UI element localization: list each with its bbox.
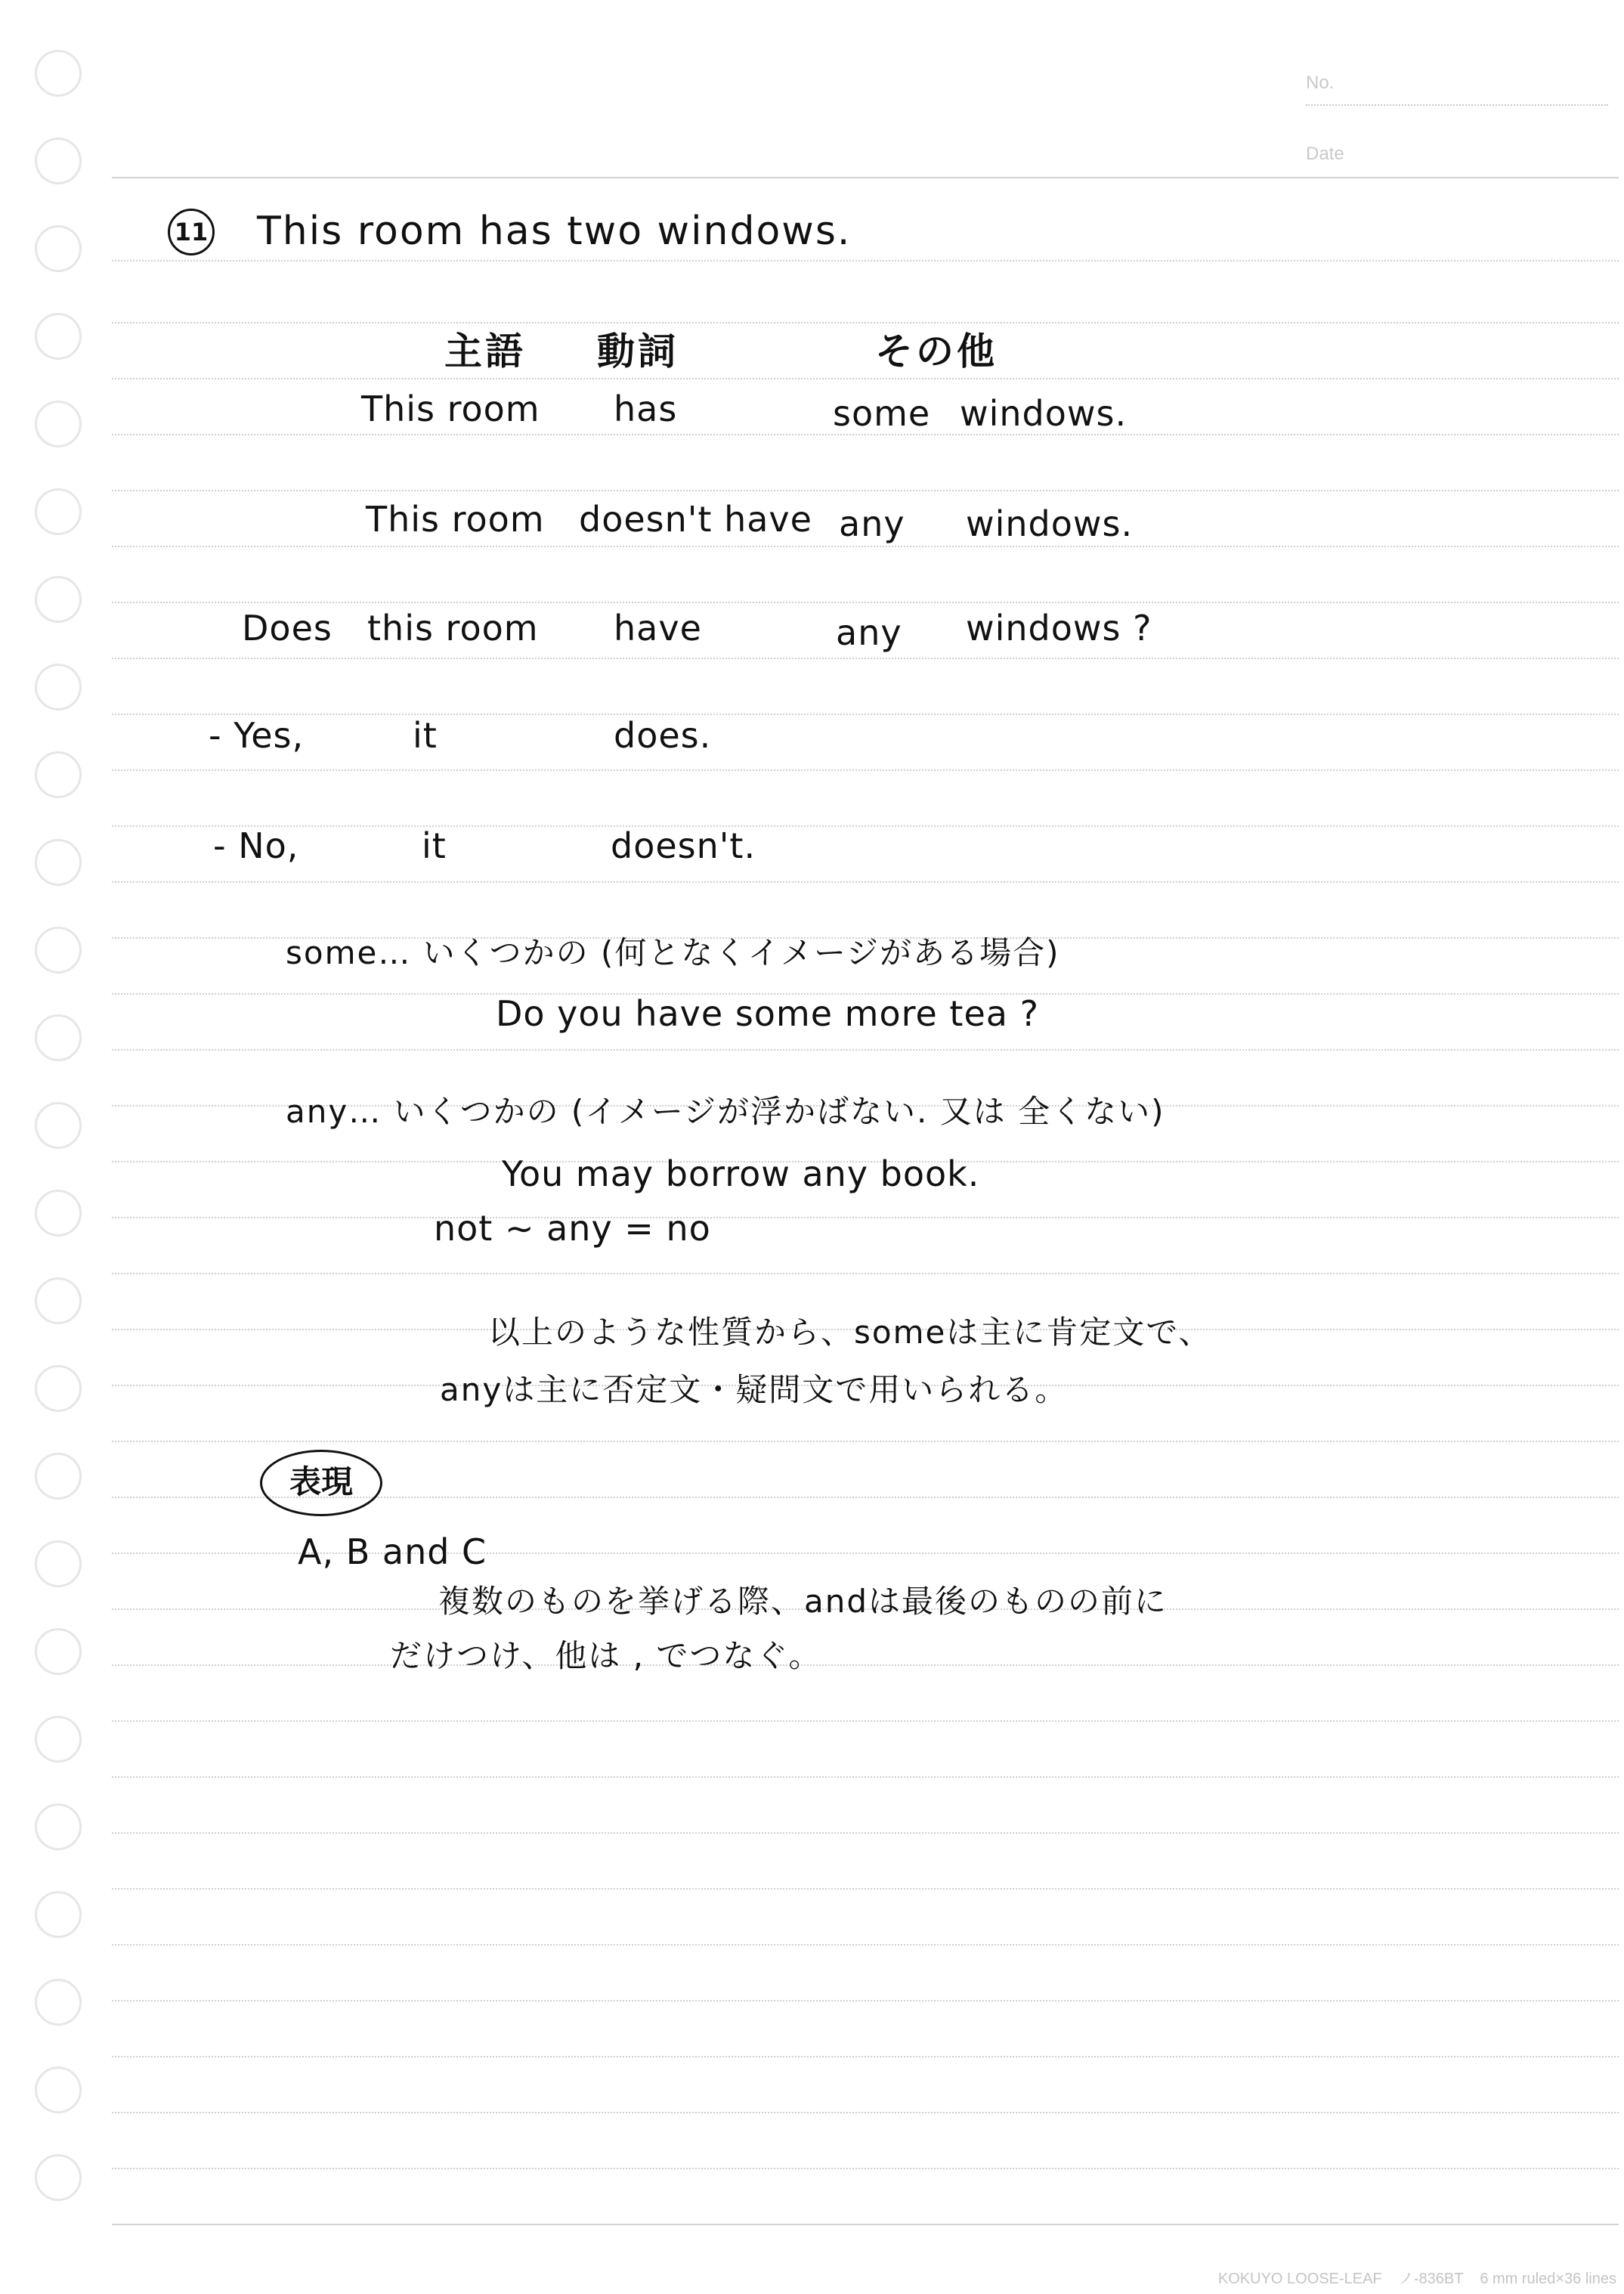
- footer-product-code: ノ-836BT: [1398, 2271, 1464, 2287]
- problem-number-badge: 11: [168, 209, 215, 255]
- ruled-line: [112, 1217, 1619, 1218]
- binder-hole-icon: [35, 576, 82, 623]
- binder-hole-icon: [35, 1716, 82, 1763]
- binder-hole-icon: [35, 50, 82, 97]
- date-label: Date: [1306, 144, 1344, 164]
- ruled-line: [112, 2112, 1619, 2113]
- title-sentence: This room has two windows.: [257, 209, 852, 254]
- answer-yes-lead: - Yes,: [209, 715, 305, 756]
- binder-hole-icon: [35, 2066, 82, 2113]
- note-any-example: You may borrow any book.: [502, 1153, 980, 1194]
- row3-aux: Does: [242, 608, 333, 649]
- binder-hole-icon: [35, 401, 82, 447]
- ruled-line: [112, 2056, 1619, 2057]
- binder-hole-icon: [35, 839, 82, 886]
- binder-hole-icon: [35, 1014, 82, 1061]
- ruled-line: [112, 546, 1619, 547]
- footer-brand-name: KOKUYO LOOSE-LEAF: [1217, 2271, 1382, 2287]
- ruled-line-top: [112, 177, 1619, 178]
- ruled-line: [112, 1664, 1619, 1666]
- ruled-line: [112, 1441, 1619, 1442]
- binder-hole-icon: [35, 664, 82, 710]
- footer-spec: 6 mm ruled×36 lines: [1480, 2271, 1616, 2287]
- ruled-line: [112, 1888, 1619, 1890]
- row1-subject: This room: [361, 389, 540, 429]
- expression-tag: 表現: [260, 1450, 382, 1516]
- note-summary-2: anyは主に否定文・疑問文で用いられる。: [440, 1371, 1069, 1408]
- ruled-line: [112, 260, 1619, 262]
- answer-no-subject: it: [422, 825, 447, 866]
- binder-hole-icon: [35, 1277, 82, 1324]
- binder-hole-icon: [35, 927, 82, 974]
- header-verb: 動詞: [597, 330, 679, 373]
- expression-pattern: A, B and C: [298, 1531, 487, 1572]
- binder-hole-icon: [35, 2154, 82, 2201]
- binder-hole-icon: [35, 1979, 82, 2026]
- row3-quantifier: any: [836, 612, 902, 653]
- answer-no-verb: doesn't.: [611, 825, 756, 866]
- ruled-line: [112, 1944, 1619, 1946]
- ruled-line: [112, 881, 1619, 883]
- header-other: その他: [875, 330, 998, 373]
- ruled-line: [112, 602, 1619, 603]
- binder-hole-icon: [35, 313, 82, 360]
- answer-no-lead: - No,: [213, 825, 299, 866]
- note-any: any… いくつかの (イメージが浮かばない. 又は 全くない): [286, 1093, 1165, 1130]
- binder-hole-icon: [35, 225, 82, 272]
- row3-object: windows ?: [966, 608, 1152, 649]
- note-summary-1: 以上のような性質から、someは主に肯定文で、: [488, 1314, 1212, 1351]
- ruled-line: [112, 825, 1619, 827]
- ruled-line: [112, 769, 1619, 771]
- binder-hole-icon: [35, 1540, 82, 1587]
- ruled-line: [112, 1720, 1619, 1722]
- row1-quantifier: some: [833, 393, 931, 434]
- ruled-line: [112, 1049, 1619, 1051]
- binder-hole-icon: [35, 1891, 82, 1938]
- binder-hole-icon: [35, 1190, 82, 1237]
- ruled-line: [112, 714, 1619, 715]
- header-subject: 主語: [444, 330, 526, 373]
- ruled-line: [112, 1776, 1619, 1778]
- binder-hole-icon: [35, 1102, 82, 1149]
- expression-desc-1: 複数のものを挙げる際、andは最後のものの前に: [438, 1583, 1168, 1620]
- row2-verb: doesn't have: [579, 499, 812, 540]
- row1-object: windows.: [960, 393, 1128, 434]
- ruled-line: [112, 322, 1619, 324]
- row2-object: windows.: [966, 503, 1134, 544]
- row1-verb: has: [614, 389, 678, 429]
- no-label: No.: [1306, 73, 1335, 93]
- ruled-line: [112, 658, 1619, 659]
- answer-yes-verb: does.: [614, 715, 712, 756]
- binder-hole-icon: [35, 1628, 82, 1675]
- ruled-line: [112, 2000, 1619, 2001]
- ruled-line: [112, 2168, 1619, 2169]
- answer-yes-subject: it: [413, 715, 438, 756]
- note-some: some… いくつかの (何となくイメージがある場合): [286, 934, 1060, 971]
- ruled-line: [112, 1832, 1619, 1834]
- binder-hole-icon: [35, 138, 82, 184]
- row2-subject: This room: [366, 499, 545, 540]
- row3-verb: have: [614, 608, 702, 649]
- expression-desc-2: だけつけ、他は , でつなぐ。: [390, 1637, 822, 1674]
- binder-hole-icon: [35, 751, 82, 798]
- ruled-line-bottom: [112, 2224, 1619, 2225]
- binder-hole-icon: [35, 1365, 82, 1412]
- ruled-line: [112, 1273, 1619, 1274]
- note-not-any: not ~ any = no: [434, 1208, 711, 1249]
- note-some-example: Do you have some more tea ?: [496, 993, 1039, 1034]
- binder-hole-icon: [35, 488, 82, 535]
- ruled-line: [112, 490, 1619, 491]
- no-line: [1306, 104, 1608, 106]
- binder-hole-icon: [35, 1453, 82, 1500]
- row2-quantifier: any: [839, 503, 905, 544]
- ruled-line: [112, 434, 1619, 435]
- ruled-line: [112, 378, 1619, 379]
- footer-brand: [1218, 2266, 1616, 2288]
- binder-hole-icon: [35, 1803, 82, 1850]
- row3-subject: this room: [367, 608, 539, 649]
